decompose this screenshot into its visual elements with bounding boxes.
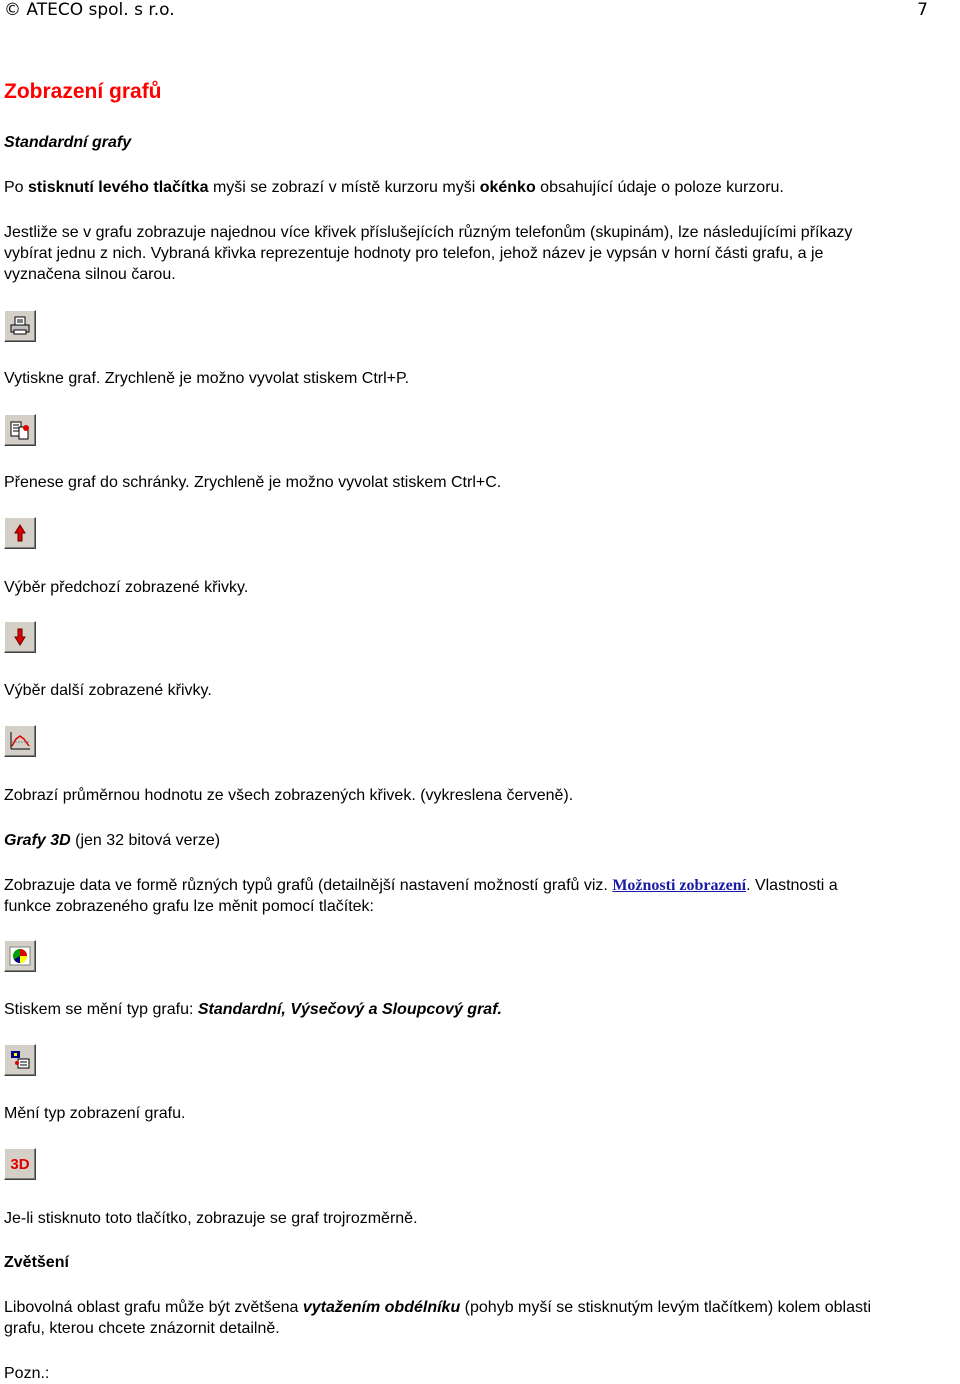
paragraph-curves: Jestliže se v grafu zobrazuje najednou více křivek příslušejících různým telefonům (skupinám), lze následujícími příkazy vybírat jednu z nich. Vybraná křivka reprezentuje hodnoty pro telefon, jehož název je vypsán v horní části grafu, a je vyznačena silnou čarou.	[4, 224, 853, 283]
paragraph-zoom: Libovolná oblast grafu může být zvětšena vytažením obdélníku (pohyb myší se stisknutým levým tlačítkem) kolem oblasti grafu, kterou chcete znázornit detailně.	[4, 1299, 871, 1337]
display-type-desc: Mění typ zobrazení grafu.	[4, 1105, 186, 1122]
copyright: © ATECO spol. s r.o.	[4, 0, 175, 20]
3d-icon: 3D	[10, 1155, 30, 1173]
arrow-down-icon	[9, 626, 31, 648]
chart-type-icon	[8, 944, 32, 968]
previous-curve-desc: Výběr předchozí zobrazené křivky.	[4, 579, 249, 596]
page-header	[4, 0, 928, 22]
print-desc: Vytiskne graf. Zrychleně je možno vyvolat stiskem Ctrl+P.	[4, 370, 410, 387]
average-curve-desc: Zobrazí průměrnou hodnotu ze všech zobrazených křivek. (vykreslena červeně).	[4, 787, 574, 804]
arrow-up-icon	[9, 522, 31, 544]
section-title: Zobrazení grafů	[4, 80, 162, 103]
next-curve-desc: Výběr další zobrazené křivky.	[4, 682, 212, 699]
printer-icon	[9, 315, 31, 337]
zoom-heading: Zvětšení	[4, 1254, 69, 1271]
display-options-link[interactable]: Možnosti zobrazení	[612, 877, 747, 894]
average-curve-icon	[8, 730, 32, 752]
print-button[interactable]	[4, 310, 36, 342]
grafy-3d-heading: Grafy 3D (jen 32 bitová verze)	[4, 832, 221, 849]
chart-type-button[interactable]	[4, 940, 36, 972]
next-curve-button[interactable]	[4, 621, 36, 653]
paragraph-3d-charts: Zobrazuje data ve formě různých typů grafů (detailnější nastavení možností grafů viz. Možnosti zobrazení. Vlastnosti a funkce zobrazeného grafu lze měnit pomocí tlačítek:	[4, 877, 838, 915]
subsection-title: Standardní grafy	[4, 134, 132, 151]
page-number: 7	[917, 0, 928, 20]
display-type-icon	[8, 1048, 32, 1072]
clipboard-copy-icon	[9, 419, 31, 441]
previous-curve-button[interactable]	[4, 517, 36, 549]
average-curve-button[interactable]	[4, 725, 36, 757]
3d-desc: Je-li stisknuto toto tlačítko, zobrazuje se graf trojrozměrně.	[4, 1210, 418, 1227]
paragraph-cursor-info: Po stisknutí levého tlačítka myši se zobrazí v místě kurzoru myši okénko obsahující údaje o poloze kurzoru.	[4, 179, 784, 196]
chart-type-desc: Stiskem se mění typ grafu: Standardní, Výsečový a Sloupcový graf.	[4, 1001, 502, 1018]
copy-clipboard-button[interactable]	[4, 414, 36, 446]
display-type-button[interactable]	[4, 1044, 36, 1076]
note-label: Pozn.:	[4, 1365, 50, 1382]
3d-button[interactable]	[4, 1148, 36, 1180]
copy-desc: Přenese graf do schránky. Zrychleně je možno vyvolat stiskem Ctrl+C.	[4, 474, 502, 491]
